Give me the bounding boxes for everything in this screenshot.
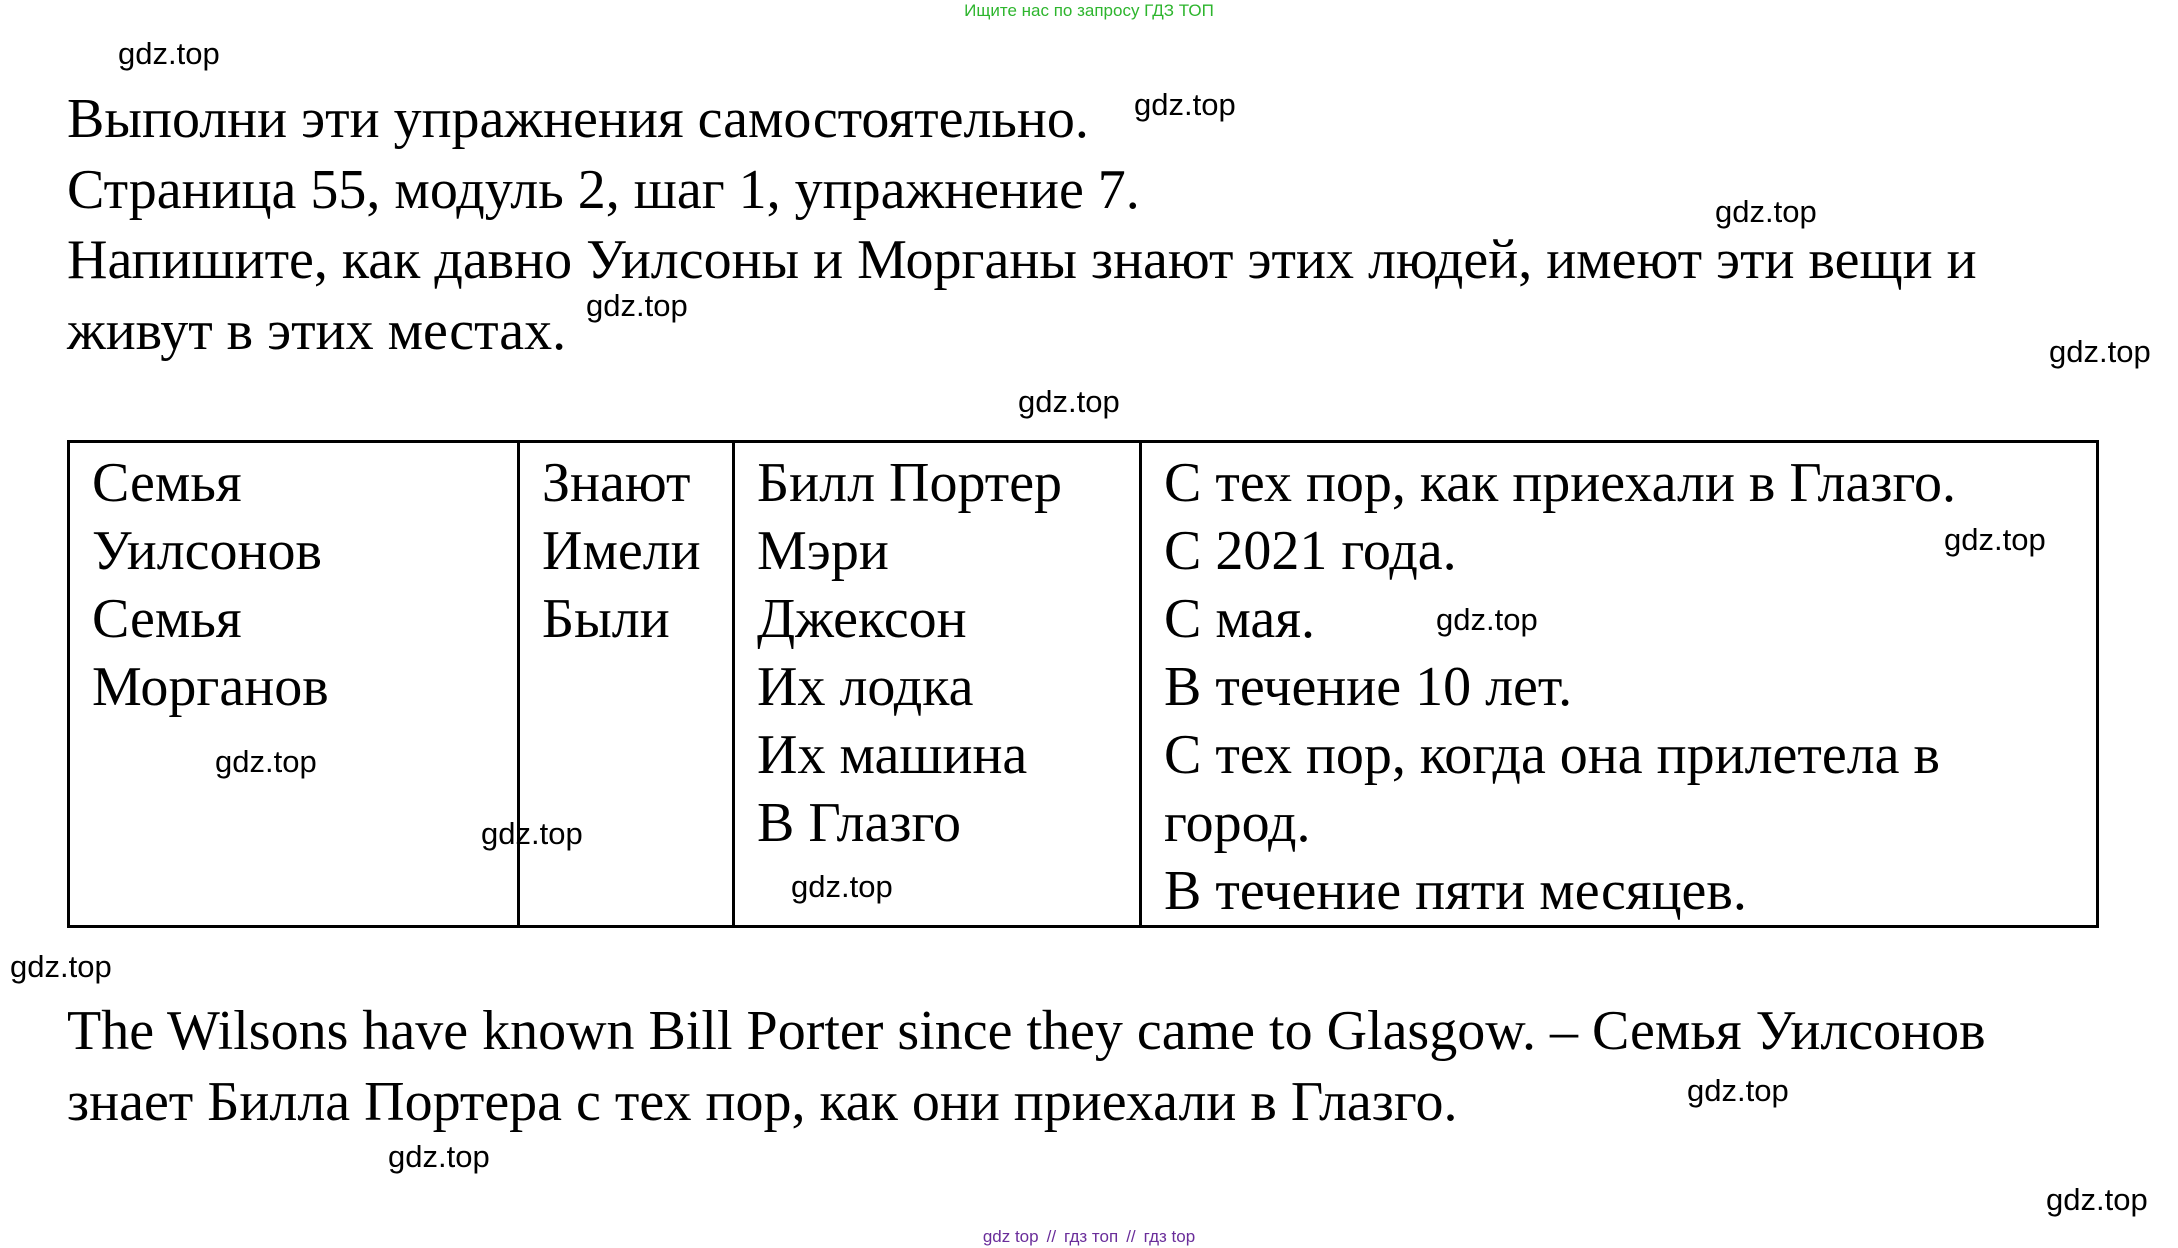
watermark: gdz.top: [1687, 1073, 1789, 1108]
time-text: С тех пор, как приехали в Глазго.: [1164, 452, 1957, 514]
time-text: город.: [1164, 792, 1311, 854]
object-text: Их лодка: [757, 656, 974, 718]
verb-text: Знают: [542, 452, 691, 514]
verb-text: Были: [542, 588, 670, 650]
watermark: gdz.top: [10, 949, 112, 984]
subject-text: Семья: [92, 452, 242, 514]
object-text: Джексон: [757, 588, 967, 650]
time-text: В течение пяти месяцев.: [1164, 860, 1747, 922]
watermark: gdz.top: [1018, 384, 1120, 419]
subject-text: Уилсонов: [92, 520, 322, 582]
watermark: gdz.top: [1944, 522, 2046, 557]
watermark: gdz.top: [2046, 1182, 2148, 1217]
instruction-line-2: Страница 55, модуль 2, шаг 1, упражнение 7.: [67, 159, 1140, 221]
answer-line-2: знает Билла Портера с тех пор, как они приехали в Глазго.: [67, 1071, 1458, 1133]
answer-line-1: The Wilsons have known Bill Porter since they came to Glasgow. – Семья Уилсонов: [67, 1000, 1986, 1062]
subjects-column: [69, 442, 519, 927]
time-text: С тех пор, когда она прилетела в: [1164, 724, 1940, 786]
watermark: gdz.top: [586, 288, 688, 323]
exercise-table: [67, 440, 2099, 928]
watermark: gdz.top: [1436, 602, 1538, 637]
subject-text: Семья: [92, 588, 242, 650]
object-text: Их машина: [757, 724, 1028, 786]
watermark: gdz.top: [388, 1139, 490, 1174]
watermark: gdz.top: [1715, 194, 1817, 229]
footer-separator: //: [1126, 1227, 1136, 1246]
watermark: gdz.top: [481, 816, 583, 851]
time-column: [1141, 442, 2098, 927]
watermark: gdz.top: [215, 744, 317, 779]
watermark: gdz.top: [118, 36, 220, 71]
subject-text: Морганов: [92, 656, 329, 718]
watermark: gdz.top: [2049, 334, 2151, 369]
time-text: В течение 10 лет.: [1164, 656, 1573, 718]
footer-link[interactable]: гдз топ: [1064, 1227, 1119, 1246]
footer-separator: //: [1046, 1227, 1057, 1246]
instruction-line-1: Выполни эти упражнения самостоятельно.: [67, 88, 1089, 150]
watermark: gdz.top: [791, 869, 893, 904]
verbs-column: [519, 442, 734, 927]
table-row: [69, 442, 2098, 927]
footer-link[interactable]: gdz top: [982, 1227, 1039, 1246]
object-text: Мэри: [757, 520, 889, 582]
time-text: С 2021 года.: [1164, 520, 1457, 582]
object-text: В Глазго: [757, 792, 962, 854]
verb-text: Имели: [542, 520, 701, 582]
instruction-line-3: Напишите, как давно Уилсоны и Морганы знают этих людей, имеют эти вещи и: [67, 229, 1977, 291]
footer-links: [0, 1226, 2178, 1248]
footer-link[interactable]: гдз top: [1143, 1227, 1196, 1246]
objects-column: [734, 442, 1141, 927]
instruction-line-4: живут в этих местах.: [67, 300, 567, 362]
time-text: С мая.: [1164, 588, 1316, 650]
watermark: gdz.top: [1134, 87, 1236, 122]
top-banner[interactable]: Ищите нас по запросу ГДЗ ТОП: [964, 1, 1214, 20]
object-text: Билл Портер: [757, 452, 1063, 514]
